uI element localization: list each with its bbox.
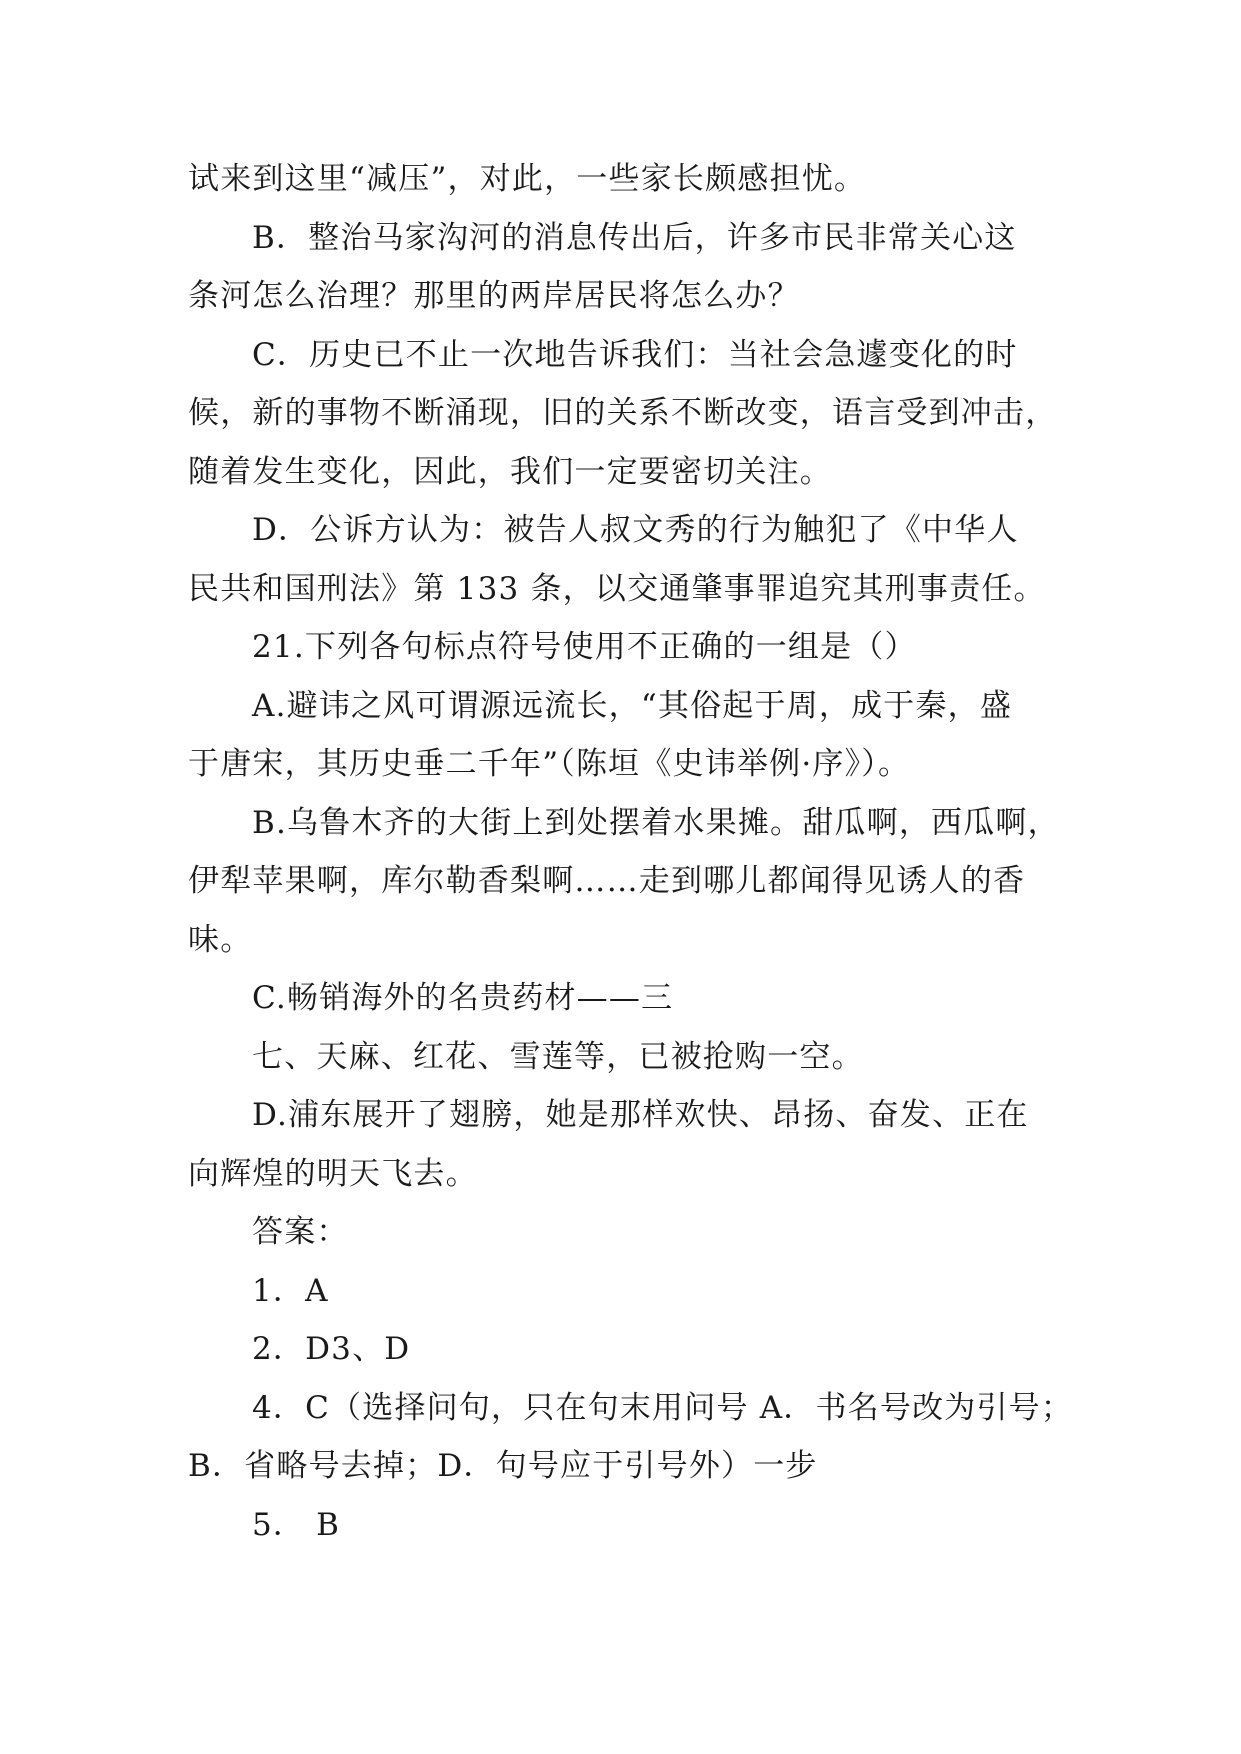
text-line: 味。 [188, 921, 253, 958]
text-line: A.避讳之风可谓源远流长，“其俗起于周，成于秦，盛 [252, 687, 1013, 724]
text-line: 七、天麻、红花、雪莲等，已被抢购一空。 [252, 1038, 864, 1075]
text-line: 试来到这里“减压”，对此，一些家长颇感担忧。 [188, 161, 867, 197]
text-line: C．历史已不止一次地告诉我们：当社会急遽变化的时 [252, 336, 1018, 373]
text-line: 候，新的事物不断涌现，旧的关系不断改变，语言受到冲击， [188, 395, 1058, 431]
text-line: 21.下列各句标点符号使用不正确的一组是（） [252, 629, 917, 665]
text-line: 随着发生变化，因此，我们一定要密切关注。 [188, 453, 832, 490]
text-line: 于唐宋，其历史垂二千年”（陈垣《史讳举例·序》）。 [188, 746, 911, 782]
text-line: 答案： [252, 1214, 349, 1250]
text-line: D.浦东展开了翅膀，她是那样欢快、昂扬、奋发、正在 [252, 1097, 1029, 1133]
text-line: 1．A [252, 1272, 329, 1309]
text-line: B.乌鲁木齐的大街上到处摆着水果摊。甜瓜啊，西瓜啊， [252, 804, 1060, 841]
text-line: 4．C（选择问句，只在句末用问号 A．书名号改为引号； [252, 1389, 1074, 1426]
text-line: 5． B [252, 1506, 341, 1543]
text-line: B．整治马家沟河的消息传出后，许多市民非常关心这 [252, 219, 1017, 256]
text-line: 条河怎么治理？那里的两岸居民将怎么办？ [188, 278, 800, 314]
text-line: B．省略号去掉；D．句号应于引号外）一步 [188, 1448, 818, 1484]
text-line: 伊犁苹果啊，库尔勒香梨啊……走到哪儿都闻得见诱人的香 [188, 863, 1026, 899]
text-line: D．公诉方认为：被告人叔文秀的行为触犯了《中华人 [252, 512, 1019, 548]
text-line: 向辉煌的明天飞去。 [188, 1155, 478, 1192]
document-body [188, 150, 1074, 1554]
text-line: 2．D3、D [252, 1331, 411, 1367]
text-line: 民共和国刑法》第 133 条，以交通肇事罪追究其刑事责任。 [188, 570, 1046, 607]
text-line: C.畅销海外的名贵药材——三 [252, 980, 674, 1016]
